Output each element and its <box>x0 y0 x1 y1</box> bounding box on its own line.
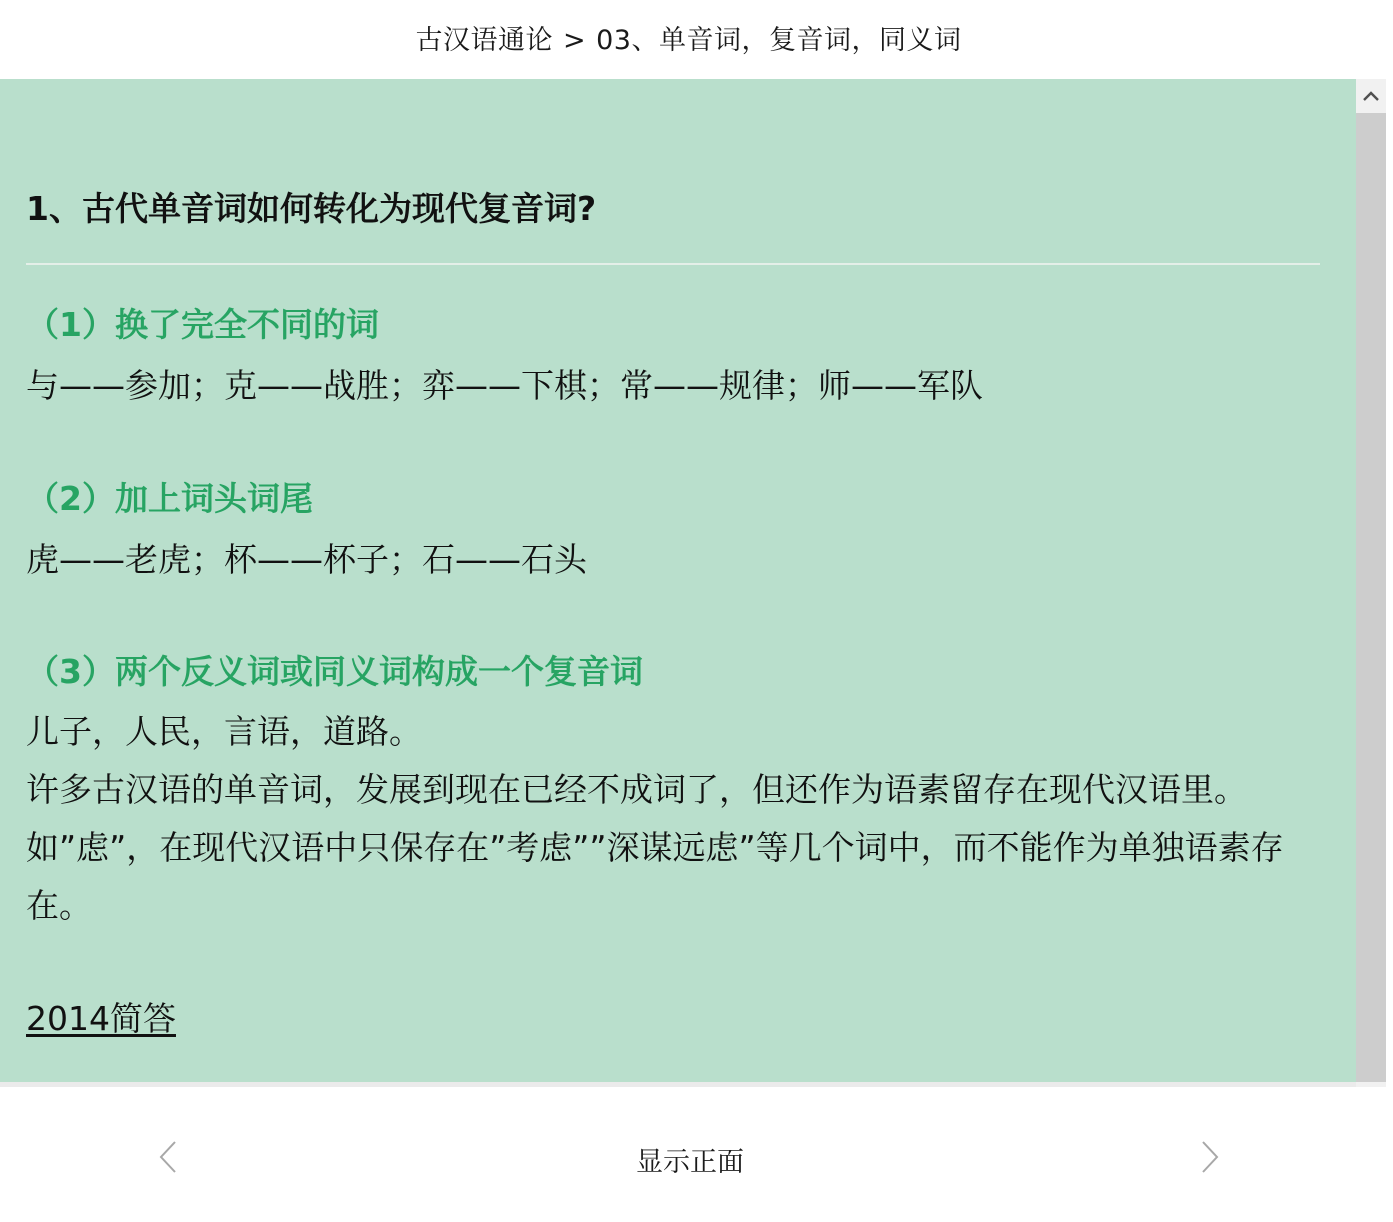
section-title-1: （1）换了完全不同的词 <box>26 305 379 344</box>
section-line-1: 与——参加；克——战胜；弈——下棋；常——规律；师——军队 <box>26 366 983 405</box>
breadcrumb-separator: > <box>563 24 587 56</box>
chevron-right-icon <box>1200 1140 1220 1174</box>
section-line-3: 儿子，人民，言语，道路。 <box>26 712 422 751</box>
footer-bar <box>0 1087 1393 1222</box>
question-divider <box>26 263 1320 265</box>
section-title-2: （2）加上词头词尾 <box>26 479 313 518</box>
card-tag-link[interactable]: 2014简答 <box>26 999 176 1038</box>
breadcrumb <box>416 18 962 57</box>
previous-card-button[interactable] <box>153 1137 183 1177</box>
chevron-up-icon <box>1362 90 1380 102</box>
explanation-paragraph: 许多古汉语的单音词，发展到现在已经不成词了，但还作为语素留存在现代汉语里。如”虑”，在现代汉语中只保存在”考虑””深谋远虑”等几个词中，而不能作为单独语素存在。 <box>26 770 1284 925</box>
breadcrumb-card: 03、单音词，复音词，同义词 <box>596 24 962 56</box>
show-front-button[interactable]: 显示正面 <box>636 1146 744 1178</box>
next-card-button[interactable] <box>1195 1137 1225 1177</box>
section-line-2: 虎——老虎；杯——杯子；石——石头 <box>26 540 587 579</box>
vertical-scrollbar[interactable] <box>1356 79 1386 1087</box>
section-title-3: （3）两个反义词或同义词构成一个复音词 <box>26 652 643 691</box>
card-content-area[interactable] <box>0 79 1356 1082</box>
card-question: 1、古代单音词如何转化为现代复音词? <box>26 189 597 228</box>
scroll-up-button[interactable] <box>1356 79 1386 113</box>
breadcrumb-deck[interactable]: 古汉语通论 <box>415 24 553 56</box>
header-bar <box>0 0 1393 79</box>
window-right-edge <box>1386 0 1393 1222</box>
chevron-left-icon <box>158 1140 178 1174</box>
